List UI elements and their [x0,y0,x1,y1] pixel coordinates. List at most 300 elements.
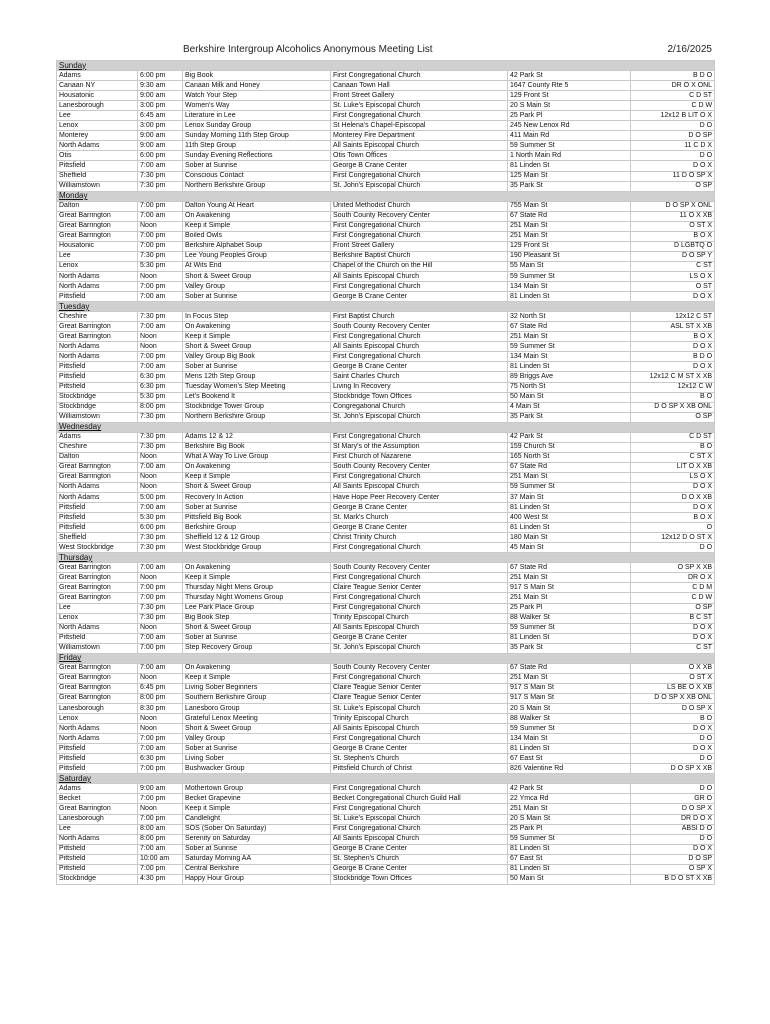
meeting-row [57,402,715,412]
location-cell: First Congregational Church [331,673,508,683]
group-name-cell: Recovery In Action [183,493,331,503]
meeting-row [57,523,715,533]
town-cell: Dalton [57,201,138,211]
meeting-row [57,352,715,362]
day-header-row [57,553,715,563]
meeting-row [57,261,715,271]
meeting-row [57,603,715,613]
location-cell: St Helena's Chapel-Episcopal [331,121,508,131]
group-name-cell: On Awakening [183,663,331,673]
group-name-cell: SOS (Sober On Saturday) [183,824,331,834]
codes-cell: D O [631,543,715,553]
day-heading: Thursday [57,553,715,563]
time-cell: 7:00 pm [138,282,183,292]
address-cell: 59 Summer St [508,834,631,844]
town-cell: Great Barrington [57,221,138,231]
town-cell: Great Barrington [57,472,138,482]
codes-cell: 11 C D X [631,141,715,151]
meeting-row [57,442,715,452]
codes-cell: C ST X [631,452,715,462]
codes-cell: D O X [631,482,715,492]
town-cell: North Adams [57,734,138,744]
time-cell: Noon [138,804,183,814]
meeting-row [57,724,715,734]
group-name-cell: Valley Group [183,282,331,292]
time-cell: Noon [138,482,183,492]
location-cell: Trinity Episcopal Church [331,714,508,724]
day-heading: Wednesday [57,422,715,432]
time-cell: 7:00 pm [138,734,183,744]
time-cell: 10:00 am [138,854,183,864]
time-cell: 7:00 am [138,744,183,754]
group-name-cell: Dalton Young At Heart [183,201,331,211]
meeting-row [57,543,715,553]
codes-cell: DR D O X [631,814,715,824]
codes-cell: B O X [631,513,715,523]
time-cell: 8:00 pm [138,693,183,703]
location-cell: First Congregational Church [331,282,508,292]
address-cell: 81 Linden St [508,503,631,513]
address-cell: 59 Summer St [508,271,631,281]
meeting-row [57,362,715,372]
town-cell: Lee [57,251,138,261]
codes-cell: O [631,523,715,533]
time-cell: 8:00 am [138,824,183,834]
town-cell: Adams [57,71,138,81]
codes-cell: D O [631,834,715,844]
time-cell: 6:00 pm [138,71,183,81]
meeting-row [57,111,715,121]
time-cell: 7:00 am [138,322,183,332]
meeting-row [57,874,715,884]
group-name-cell: Canaan Milk and Honey [183,81,331,91]
time-cell: 4:30 pm [138,874,183,884]
town-cell: Lanesborough [57,704,138,714]
codes-cell: D O [631,754,715,764]
meeting-row [57,764,715,774]
time-cell: 7:30 pm [138,251,183,261]
address-cell: 81 Linden St [508,362,631,372]
group-name-cell: Sober at Sunrise [183,161,331,171]
address-cell: 59 Summer St [508,724,631,734]
group-name-cell: Lanesboro Group [183,704,331,714]
codes-cell: O X XB [631,663,715,673]
address-cell: 134 Main St [508,282,631,292]
time-cell: 7:00 am [138,292,183,302]
town-cell: North Adams [57,271,138,281]
day-header-row [57,61,715,71]
address-cell: 755 Main St [508,201,631,211]
meeting-row [57,633,715,643]
address-cell: 826 Valentine Rd [508,764,631,774]
address-cell: 67 State Rd [508,663,631,673]
address-cell: 81 Linden St [508,292,631,302]
address-cell: 251 Main St [508,332,631,342]
codes-cell: C D W [631,101,715,111]
codes-cell: B D O ST X XB [631,874,715,884]
location-cell: First Congregational Church [331,593,508,603]
address-cell: 134 Main St [508,734,631,744]
meeting-row [57,151,715,161]
group-name-cell: Sober at Sunrise [183,503,331,513]
location-cell: First Congregational Church [331,432,508,442]
group-name-cell: Berkshire Alphabet Soup [183,241,331,251]
meeting-row [57,704,715,714]
codes-cell: D O SP [631,131,715,141]
meeting-list-sheet [56,44,716,885]
meeting-row [57,161,715,171]
address-cell: 67 East St [508,754,631,764]
meeting-row [57,231,715,241]
meeting-row [57,623,715,633]
meeting-row [57,794,715,804]
meeting-row [57,693,715,703]
group-name-cell: Becket Grapevine [183,794,331,804]
town-cell: Great Barrington [57,693,138,703]
address-cell: 59 Summer St [508,482,631,492]
codes-cell: D O X [631,724,715,734]
address-cell: 75 North St [508,382,631,392]
location-cell: George B Crane Center [331,362,508,372]
address-cell: 59 Summer St [508,141,631,151]
meeting-row [57,734,715,744]
meeting-row [57,292,715,302]
group-name-cell: Sober at Sunrise [183,844,331,854]
town-cell: Becket [57,794,138,804]
location-cell: Stockbridge Town Offices [331,874,508,884]
group-name-cell: Thursday Night Womens Group [183,593,331,603]
codes-cell: 12x12 C ST [631,312,715,322]
time-cell: Noon [138,623,183,633]
group-name-cell: Adams 12 & 12 [183,432,331,442]
location-cell: St. John's Episcopal Church [331,181,508,191]
codes-cell: D O X [631,342,715,352]
codes-cell: O ST [631,282,715,292]
town-cell: Pittsfield [57,372,138,382]
codes-cell: D LGBTQ O [631,241,715,251]
codes-cell: D O X XB [631,493,715,503]
address-cell: 1647 County Rte 5 [508,81,631,91]
time-cell: 7:00 pm [138,643,183,653]
time-cell: 6:00 pm [138,523,183,533]
location-cell: Monterey Fire Department [331,131,508,141]
codes-cell: D O X [631,744,715,754]
codes-cell: D O X [631,844,715,854]
group-name-cell: Living Sober Beginners [183,683,331,693]
town-cell: Sheffield [57,533,138,543]
group-name-cell: Keep it Simple [183,804,331,814]
group-name-cell: Sunday Evening Reflections [183,151,331,161]
codes-cell: C D ST [631,91,715,101]
town-cell: Lenox [57,261,138,271]
group-name-cell: Big Book Step [183,613,331,623]
town-cell: Adams [57,432,138,442]
time-cell: 7:00 am [138,161,183,171]
town-cell: Williamstown [57,181,138,191]
time-cell: 5:00 pm [138,493,183,503]
group-name-cell: Sober at Sunrise [183,292,331,302]
address-cell: 42 Park St [508,71,631,81]
town-cell: Williamstown [57,643,138,653]
location-cell: Canaan Town Hall [331,81,508,91]
group-name-cell: Sober at Sunrise [183,633,331,643]
town-cell: Great Barrington [57,211,138,221]
codes-cell: 12x12 D O ST X [631,533,715,543]
town-cell: Stockbridge [57,392,138,402]
group-name-cell: Pittsfield Big Book [183,513,331,523]
address-cell: 25 Park Pl [508,111,631,121]
location-cell: Berkshire Baptist Church [331,251,508,261]
codes-cell: DR O X [631,573,715,583]
time-cell: 7:00 pm [138,352,183,362]
location-cell: Claire Teague Senior Center [331,693,508,703]
meeting-row [57,834,715,844]
group-name-cell: Short & Sweet Group [183,271,331,281]
location-cell: St. Luke's Episcopal Church [331,101,508,111]
town-cell: Adams [57,784,138,794]
time-cell: 9:00 am [138,91,183,101]
codes-cell: B O X [631,231,715,241]
meeting-row [57,241,715,251]
location-cell: First Congregational Church [331,824,508,834]
document-date: 2/16/2025 [667,44,712,55]
time-cell: 7:00 am [138,211,183,221]
meeting-row [57,854,715,864]
location-cell: All Saints Episcopal Church [331,342,508,352]
location-cell: South County Recovery Center [331,563,508,573]
address-cell: 245 New Lenox Rd [508,121,631,131]
location-cell: St. Stephen's Church [331,754,508,764]
address-cell: 81 Linden St [508,864,631,874]
codes-cell: C D M [631,583,715,593]
time-cell: Noon [138,271,183,281]
meeting-row [57,784,715,794]
codes-cell: B O [631,392,715,402]
group-name-cell: On Awakening [183,322,331,332]
codes-cell: 12x12 C W [631,382,715,392]
codes-cell: D O SP X XB ONL [631,693,715,703]
address-cell: 59 Summer St [508,342,631,352]
location-cell: Claire Teague Senior Center [331,683,508,693]
meeting-row [57,101,715,111]
time-cell: 7:00 am [138,633,183,643]
address-cell: 129 Front St [508,241,631,251]
group-name-cell: Bushwacker Group [183,764,331,774]
group-name-cell: Let's Bookend It [183,392,331,402]
time-cell: 7:00 am [138,503,183,513]
location-cell: All Saints Episcopal Church [331,482,508,492]
group-name-cell: Valley Group [183,734,331,744]
meeting-row [57,141,715,151]
time-cell: 7:00 am [138,563,183,573]
time-cell: 7:00 am [138,844,183,854]
codes-cell: B C ST [631,613,715,623]
location-cell: First Congregational Church [331,352,508,362]
time-cell: 7:30 pm [138,412,183,422]
time-cell: 6:45 pm [138,683,183,693]
group-name-cell: At Wits End [183,261,331,271]
group-name-cell: Living Sober [183,754,331,764]
address-cell: 134 Main St [508,352,631,362]
location-cell: First Congregational Church [331,784,508,794]
address-cell: 35 Park St [508,412,631,422]
address-cell: 88 Walker St [508,613,631,623]
codes-cell: D O [631,734,715,744]
location-cell: St. John's Episcopal Church [331,412,508,422]
location-cell: Chapel of the Church on the Hill [331,261,508,271]
location-cell: St. Stephen's Church [331,854,508,864]
location-cell: First Congregational Church [331,472,508,482]
meeting-row [57,663,715,673]
town-cell: Housatonic [57,91,138,101]
address-cell: 35 Park St [508,643,631,653]
town-cell: Great Barrington [57,804,138,814]
location-cell: St. Luke's Episcopal Church [331,704,508,714]
time-cell: 7:30 pm [138,312,183,322]
group-name-cell: On Awakening [183,563,331,573]
meeting-row [57,432,715,442]
time-cell: 6:30 pm [138,382,183,392]
codes-cell: LS BE O X XB [631,683,715,693]
group-name-cell: Serenity on Saturday [183,834,331,844]
meeting-row [57,271,715,281]
location-cell: Trinity Episcopal Church [331,613,508,623]
location-cell: George B Crane Center [331,633,508,643]
group-name-cell: Literature in Lee [183,111,331,121]
codes-cell: O SP [631,603,715,613]
codes-cell: O ST X [631,221,715,231]
time-cell: 7:30 pm [138,613,183,623]
codes-cell: D O SP Y [631,251,715,261]
address-cell: 165 North St [508,452,631,462]
address-cell: 180 Main St [508,533,631,543]
town-cell: North Adams [57,834,138,844]
address-cell: 251 Main St [508,221,631,231]
address-cell: 50 Main St [508,392,631,402]
time-cell: 9:00 am [138,141,183,151]
address-cell: 125 Main St [508,171,631,181]
location-cell: Front Street Gallery [331,91,508,101]
meeting-row [57,643,715,653]
location-cell: George B Crane Center [331,844,508,854]
group-name-cell: Thursday Night Mens Group [183,583,331,593]
town-cell: Pittsfield [57,633,138,643]
address-cell: 400 West St [508,513,631,523]
town-cell: Stockbridge [57,874,138,884]
codes-cell: C ST [631,261,715,271]
meeting-row [57,744,715,754]
group-name-cell: Conscious Contact [183,171,331,181]
time-cell: 7:00 pm [138,794,183,804]
codes-cell: LIT O X XB [631,462,715,472]
document-title: Berkshire Intergroup Alcoholics Anonymous Meeting List [183,44,433,55]
town-cell: Lee [57,603,138,613]
meeting-row [57,382,715,392]
location-cell: George B Crane Center [331,161,508,171]
group-name-cell: Boiled Owls [183,231,331,241]
group-name-cell: Step Recovery Group [183,643,331,653]
location-cell: George B Crane Center [331,503,508,513]
address-cell: 81 Linden St [508,633,631,643]
address-cell: 4 Main St [508,402,631,412]
group-name-cell: Sunday Morning 11th Step Group [183,131,331,141]
group-name-cell: Tuesday Women's Step Meeting [183,382,331,392]
group-name-cell: 11th Step Group [183,141,331,151]
time-cell: 7:00 pm [138,764,183,774]
codes-cell: B O X [631,332,715,342]
codes-cell: C D W [631,593,715,603]
meeting-row [57,221,715,231]
day-header-row [57,653,715,663]
time-cell: 5:30 pm [138,261,183,271]
codes-cell: D O SP X ONL [631,201,715,211]
meeting-table [56,60,715,885]
meeting-row [57,251,715,261]
location-cell: George B Crane Center [331,744,508,754]
codes-cell: D O SP X XB ONL [631,402,715,412]
group-name-cell: Mens 12th Step Group [183,372,331,382]
codes-cell: D O X [631,623,715,633]
meeting-row [57,181,715,191]
address-cell: 32 North St [508,312,631,322]
time-cell: 6:30 pm [138,754,183,764]
location-cell: First Congregational Church [331,71,508,81]
time-cell: Noon [138,724,183,734]
location-cell: Saint Charles Church [331,372,508,382]
group-name-cell: Grateful Lenox Meeting [183,714,331,724]
codes-cell: B D O [631,352,715,362]
address-cell: 81 Linden St [508,844,631,854]
location-cell: Claire Teague Senior Center [331,583,508,593]
time-cell: 7:30 pm [138,432,183,442]
codes-cell: LS O X [631,472,715,482]
location-cell: Stockbridge Town Offices [331,392,508,402]
group-name-cell: Keep it Simple [183,673,331,683]
location-cell: All Saints Episcopal Church [331,724,508,734]
group-name-cell: Lee Park Place Group [183,603,331,613]
town-cell: Pittsfield [57,754,138,764]
location-cell: First Congregational Church [331,111,508,121]
day-heading: Monday [57,191,715,201]
time-cell: 7:00 pm [138,593,183,603]
time-cell: Noon [138,342,183,352]
town-cell: North Adams [57,282,138,292]
time-cell: 9:00 am [138,784,183,794]
time-cell: 7:00 am [138,462,183,472]
location-cell: Pittsfield Church of Christ [331,764,508,774]
meeting-row [57,563,715,573]
codes-cell: 11 D O SP X [631,171,715,181]
meeting-table-body [57,61,715,885]
address-cell: 67 East St [508,854,631,864]
address-cell: 88 Walker St [508,714,631,724]
time-cell: 8:00 pm [138,402,183,412]
group-name-cell: Keep it Simple [183,472,331,482]
address-cell: 1 North Main Rd [508,151,631,161]
location-cell: All Saints Episcopal Church [331,623,508,633]
group-name-cell: Northern Berkshire Group [183,412,331,422]
group-name-cell: Keep it Simple [183,221,331,231]
codes-cell: B D O [631,71,715,81]
town-cell: North Adams [57,342,138,352]
address-cell: 251 Main St [508,472,631,482]
meeting-row [57,824,715,834]
town-cell: Great Barrington [57,583,138,593]
town-cell: Pittsfield [57,362,138,372]
location-cell: All Saints Episcopal Church [331,141,508,151]
town-cell: Sheffield [57,171,138,181]
town-cell: West Stockbridge [57,543,138,553]
